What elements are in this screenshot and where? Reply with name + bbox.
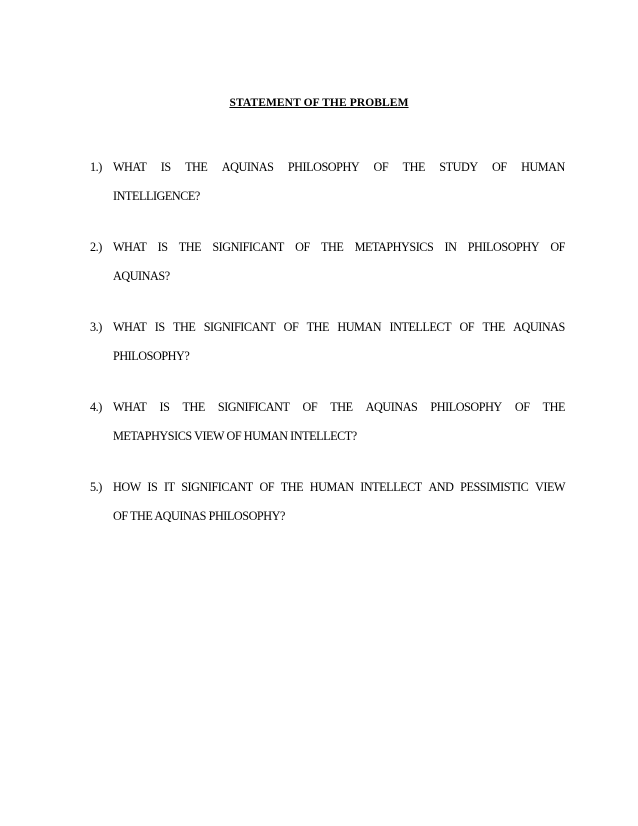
question-word: SIGNIFICANT	[203, 320, 276, 334]
question-word: IS	[157, 240, 168, 254]
question-number: 4.)	[90, 400, 102, 414]
question-first-line	[90, 233, 565, 262]
question-word: IN	[444, 240, 457, 254]
question-word: THE	[330, 400, 353, 414]
question-word: OF	[492, 160, 507, 174]
question-word: THE	[173, 320, 196, 334]
question-word: INTELLECT	[360, 480, 422, 494]
question-word: OF	[550, 240, 565, 254]
question-word: METAPHYSICS	[354, 240, 434, 254]
question-word: OF	[283, 320, 299, 334]
question-first-line	[90, 473, 565, 502]
question-text	[113, 153, 565, 182]
question-word: INTELLECT	[389, 320, 452, 334]
question-first-line	[90, 153, 565, 182]
question-word: PHILOSOPHY	[467, 240, 540, 254]
question-word: HUMAN	[337, 320, 382, 334]
question-word: THE	[542, 400, 565, 414]
question-item-4	[90, 393, 565, 451]
question-item-5	[90, 473, 565, 531]
question-first-line	[90, 313, 565, 342]
question-word: IS	[160, 160, 171, 174]
question-continuation: PHILOSOPHY?	[113, 349, 190, 363]
question-continuation: INTELLIGENCE?	[113, 189, 200, 203]
question-number: 5.)	[90, 480, 102, 494]
question-text	[113, 393, 565, 422]
question-word: IS	[147, 480, 158, 494]
page-title: STATEMENT OF THE PROBLEM	[229, 97, 409, 109]
question-word: IS	[154, 320, 165, 334]
question-word: IT	[163, 480, 175, 494]
question-word: OF	[259, 480, 275, 494]
question-word: PHILOSOPHY	[430, 400, 502, 414]
question-word: AQUINAS	[365, 400, 418, 414]
question-word: OF	[373, 160, 389, 174]
question-word: PHILOSOPHY	[287, 160, 360, 174]
question-list	[90, 153, 565, 553]
question-number: 3.)	[90, 320, 102, 334]
question-word: OF	[459, 320, 475, 334]
question-word: THE	[182, 400, 205, 414]
question-word: VIEW	[534, 480, 565, 494]
question-word: THE	[178, 240, 202, 254]
question-word: THE	[402, 160, 425, 174]
question-word: OF	[302, 400, 318, 414]
question-word: AQUINAS	[221, 160, 274, 174]
question-word: HOW	[113, 480, 141, 494]
question-word: THE	[306, 320, 329, 334]
question-word: WHAT	[113, 400, 147, 414]
question-word: THE	[482, 320, 505, 334]
question-word: OF	[295, 240, 310, 254]
question-number: 1.)	[90, 160, 102, 174]
question-word: SIGNIFICANT	[217, 400, 290, 414]
question-text	[113, 313, 565, 342]
question-item-2	[90, 233, 565, 291]
question-word: WHAT	[113, 320, 147, 334]
question-word: SIGNIFICANT	[181, 480, 253, 494]
question-continuation: OF THE AQUINAS PHILOSOPHY?	[113, 509, 285, 523]
question-number: 2.)	[90, 240, 102, 254]
question-item-1	[90, 153, 565, 211]
question-word: HUMAN	[309, 480, 354, 494]
question-word: THE	[321, 240, 344, 254]
question-item-3	[90, 313, 565, 371]
question-word: HUMAN	[521, 160, 565, 174]
question-text	[113, 473, 565, 502]
question-continuation: AQUINAS?	[113, 269, 170, 283]
question-word: STUDY	[439, 160, 478, 174]
question-word: THE	[280, 480, 304, 494]
question-word: AQUINAS	[513, 320, 565, 334]
question-word: IS	[159, 400, 170, 414]
question-word: WHAT	[113, 240, 147, 254]
question-word: SIGNIFICANT	[212, 240, 284, 254]
question-first-line	[90, 393, 565, 422]
question-word: OF	[514, 400, 530, 414]
question-word: PESSIMISTIC	[460, 480, 529, 494]
question-text	[113, 233, 565, 262]
question-word: AND	[428, 480, 454, 494]
question-word: WHAT	[113, 160, 147, 174]
question-word: THE	[185, 160, 208, 174]
question-continuation: METAPHYSICS VIEW OF HUMAN INTELLECT?	[113, 429, 357, 443]
